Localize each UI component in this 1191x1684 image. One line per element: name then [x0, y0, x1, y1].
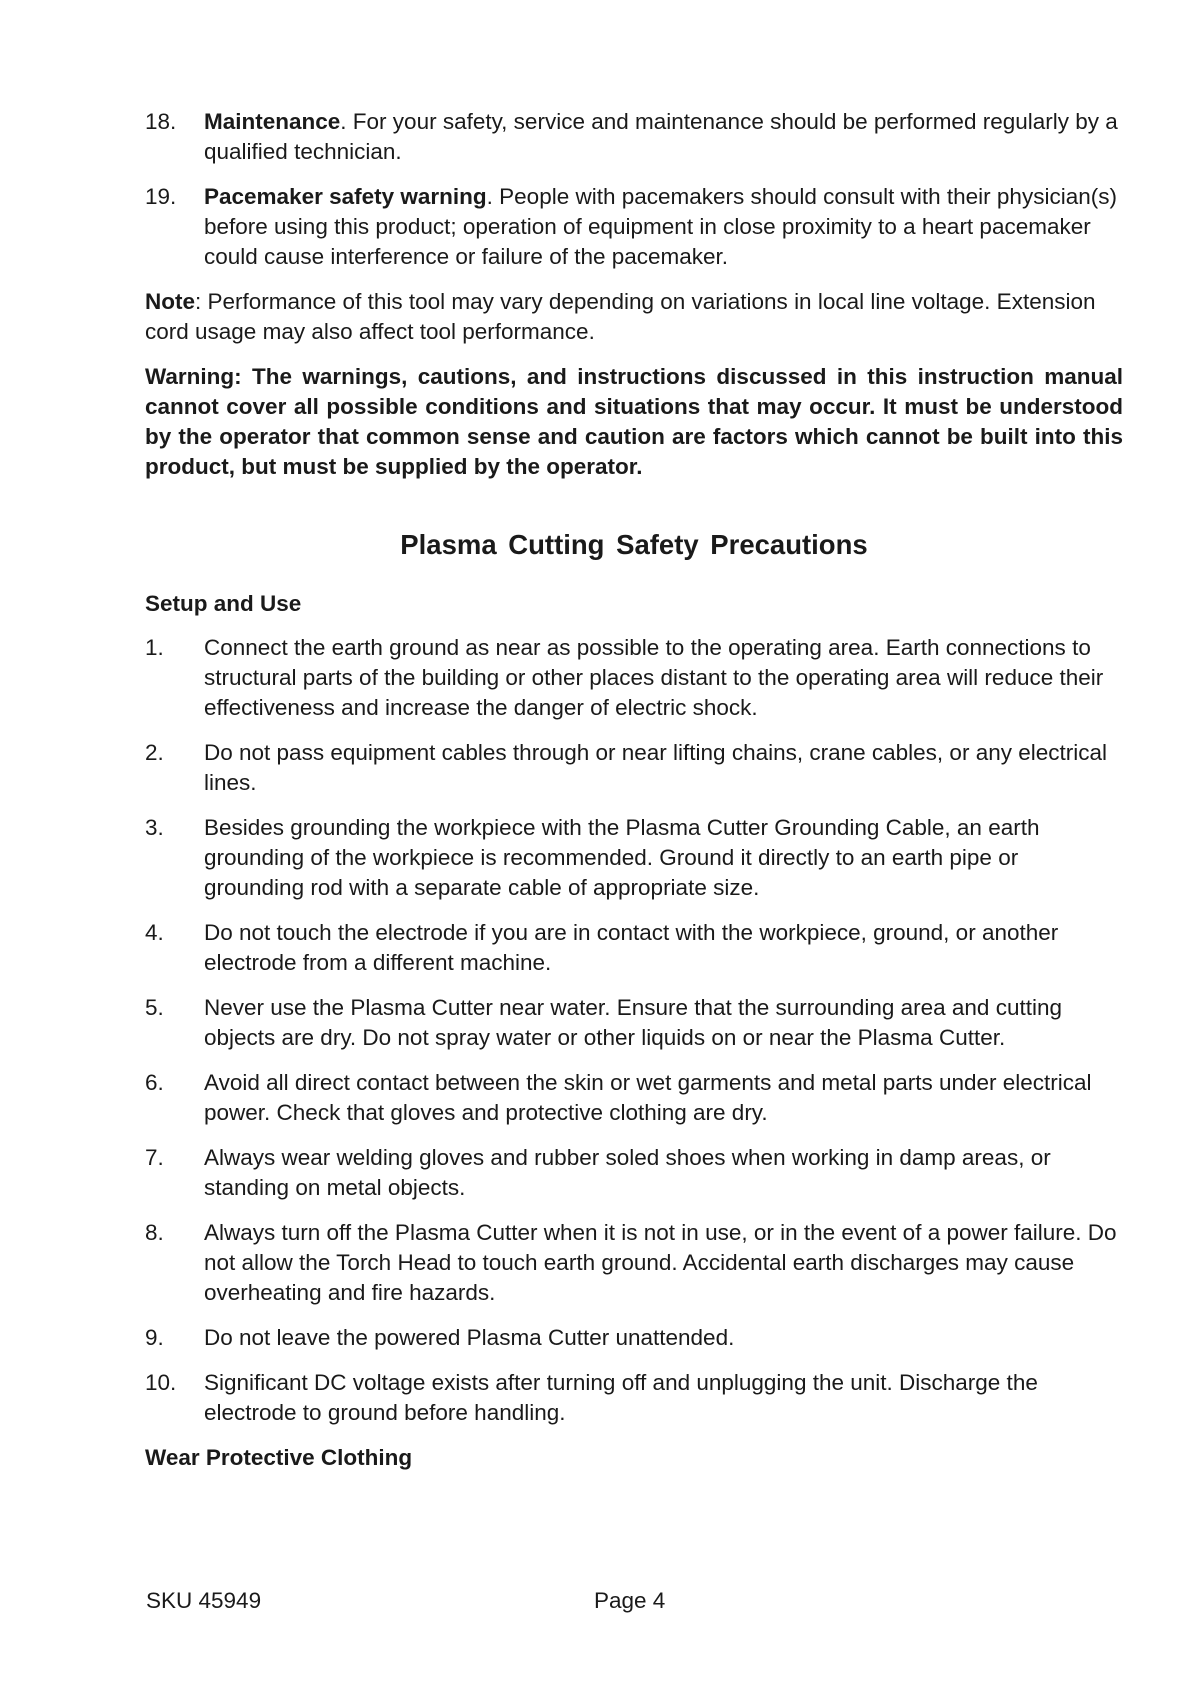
note-label: Note: [145, 289, 195, 314]
subsection-heading-setup: Setup and Use: [145, 591, 302, 616]
list-item-19: [145, 182, 1123, 272]
note-text: : Performance of this tool may vary depending on variations in local line voltage. Extension cord usage may also affect tool performance.: [145, 289, 1096, 344]
list-item-18: [145, 107, 1123, 167]
item-number: 2.: [145, 740, 164, 765]
setup-list: [145, 633, 1123, 1428]
footer-sku: SKU 45949: [146, 1588, 262, 1613]
item-text: Significant DC voltage exists after turning off and unplugging the unit. Discharge the electrode to ground before handling.: [204, 1370, 1038, 1425]
list-item: [145, 1143, 1123, 1203]
warning-paragraph: Warning: The warnings, cautions, and instructions discussed in this instruction manual cannot cover all possible conditions and situations that may occur. It must be understood by the operator that common sense and caution are factors which cannot be built into this product, but must be supplied by the operator.: [145, 364, 1123, 479]
list-item: [145, 993, 1123, 1053]
item-number: 19.: [145, 184, 177, 209]
page-content: [145, 107, 1123, 1473]
list-item: [145, 738, 1123, 798]
item-text: Avoid all direct contact between the skin or wet garments and metal parts under electrical power. Check that gloves and protective clothing are dry.: [204, 1070, 1092, 1125]
item-number: 4.: [145, 920, 164, 945]
item-text: Always turn off the Plasma Cutter when it is not in use, or in the event of a power failure. Do not allow the Torch Head to touch earth ground. Accidental earth discharges may cause overheating and fire hazards.: [204, 1220, 1117, 1305]
item-number: 7.: [145, 1145, 164, 1170]
item-number: 1.: [145, 635, 164, 660]
section-title: Plasma Cutting Safety Precautions: [400, 529, 868, 560]
item-text: Do not pass equipment cables through or near lifting chains, crane cables, or any electrical lines.: [204, 740, 1107, 795]
item-text: [204, 182, 1123, 272]
item-label: Pacemaker safety warning: [204, 184, 487, 209]
item-number: 18.: [145, 109, 177, 134]
item-number: 6.: [145, 1070, 164, 1095]
item-body: . People with pacemakers should consult with their physician(s) before using this product; operation of equipment in close proximity to a heart pacemaker could cause interference or failure of the pacemaker.: [204, 184, 1117, 269]
footer-page-number: Page 4: [594, 1588, 666, 1613]
item-number: 9.: [145, 1325, 164, 1350]
list-item: [145, 1368, 1123, 1428]
item-number: 10.: [145, 1370, 177, 1395]
item-number: 8.: [145, 1220, 164, 1245]
list-item: [145, 1323, 1123, 1353]
item-number: 5.: [145, 995, 164, 1020]
item-text: Do not touch the electrode if you are in contact with the workpiece, ground, or another electrode from a different machine.: [204, 920, 1059, 975]
list-item: [145, 1218, 1123, 1308]
item-label: Maintenance: [204, 109, 341, 134]
item-text: Do not leave the powered Plasma Cutter unattended.: [204, 1325, 735, 1350]
list-item: [145, 633, 1123, 723]
item-number: 3.: [145, 815, 164, 840]
subsection-heading-clothing: Wear Protective Clothing: [145, 1445, 413, 1470]
item-text: Connect the earth ground as near as possible to the operating area. Earth connections to structural parts of the building or other places distant to the operating area will reduce their effectiveness and increase the danger of electric shock.: [204, 635, 1104, 720]
list-item: [145, 918, 1123, 978]
list-item: [145, 813, 1123, 903]
item-text: [204, 107, 1123, 167]
item-text: Never use the Plasma Cutter near water. Ensure that the surrounding area and cutting objects are dry. Do not spray water or other liquids on or near the Plasma Cutter.: [204, 995, 1062, 1050]
item-body: . For your safety, service and maintenance should be performed regularly by a qualified technician.: [204, 109, 1118, 164]
list-item: [145, 1068, 1123, 1128]
note-paragraph: [145, 287, 1123, 347]
item-text: Besides grounding the workpiece with the Plasma Cutter Grounding Cable, an earth grounding of the workpiece is recommended. Ground it directly to an earth pipe or grounding rod with a separate cable of appropriate size.: [204, 815, 1040, 900]
item-text: Always wear welding gloves and rubber soled shoes when working in damp areas, or standing on metal objects.: [204, 1145, 1051, 1200]
